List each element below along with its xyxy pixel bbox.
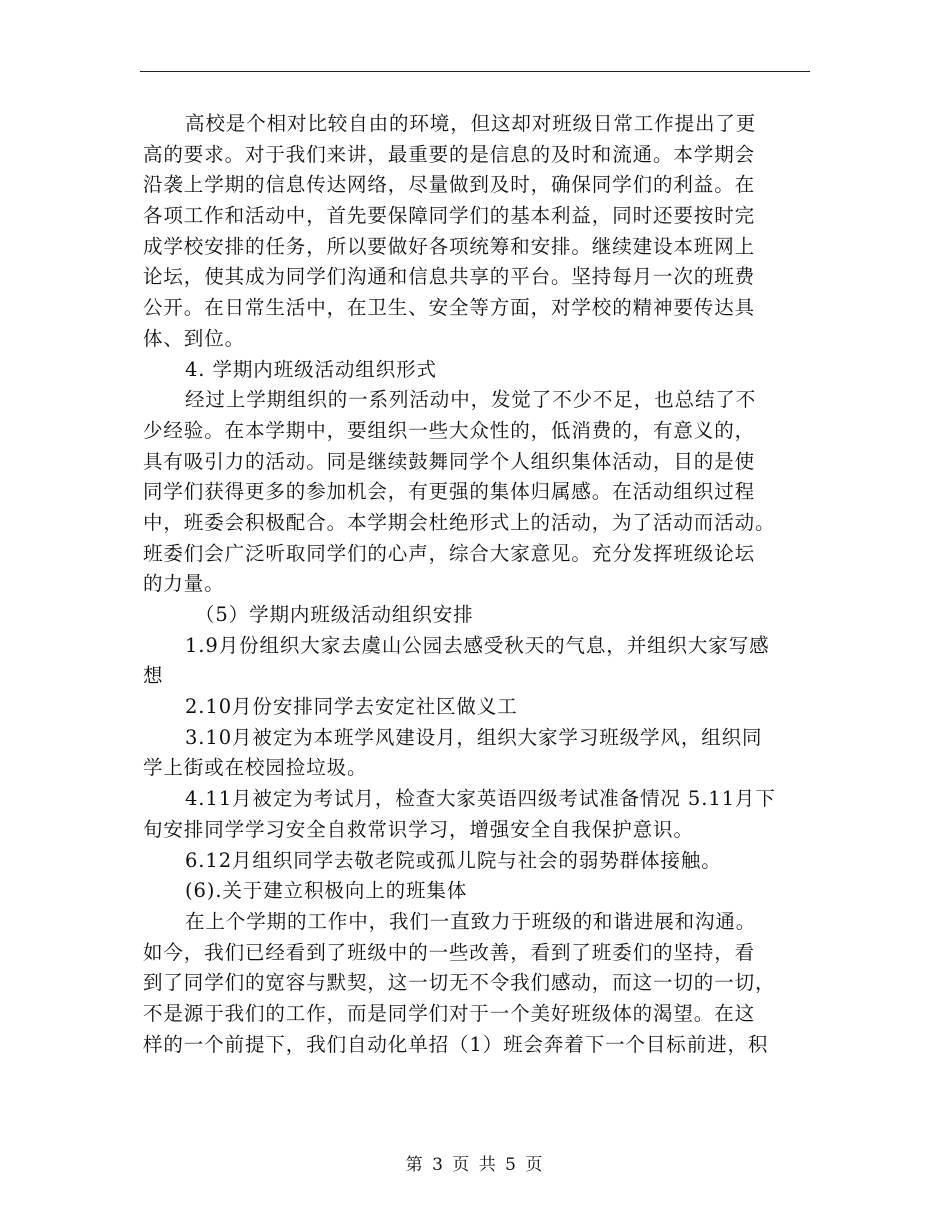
paragraph-line: 到了同学们的宽容与默契，这一切无不令我们感动，而这一切的一切， — [143, 971, 776, 995]
section-heading: 4. 学期内班级活动组织形式 — [185, 357, 437, 381]
section-heading: (6).关于建立积极向上的班集体 — [185, 879, 468, 903]
header-rule — [140, 71, 810, 72]
paragraph-line: 样的一个前提下，我们自动化单招（1）班会奔着下一个目标前进，积 — [143, 1032, 769, 1056]
paragraph-line: 论坛，使其成为同学们沟通和信息共享的平台。坚持每月一次的班费 — [143, 265, 756, 289]
list-item: 6.12月组织同学去敬老院或孤儿院与社会的弱势群体接触。 — [185, 848, 722, 872]
paragraph-line: 在上个学期的工作中，我们一直致力于班级的和谐进展和沟通。 — [185, 909, 757, 933]
paragraph-line: 班委们会广泛听取同学们的心声，综合大家意见。充分发挥班级论坛 — [143, 541, 756, 565]
paragraph-line: 如今，我们已经看到了班级中的一些改善，看到了班委们的坚持，看 — [143, 940, 756, 964]
paragraph-line: 公开。在日常生活中，在卫生、安全等方面，对学校的精神要传达具 — [143, 296, 756, 320]
paragraph-line: 各项工作和活动中，首先要保障同学们的基本利益，同时还要按时完 — [143, 204, 756, 228]
list-item-continuation: 旬安排同学学习安全自救常识学习，增强安全自我保护意识。 — [143, 817, 694, 841]
paragraph-line: 经过上学期组织的一系列活动中，发觉了不少不足，也总结了不 — [185, 388, 757, 412]
paragraph-line: 高的要求。对于我们来讲，最重要的是信息的及时和流通。本学期会 — [143, 142, 756, 166]
paragraph-line: 不是源于我们的工作，而是同学们对于一个美好班级体的渴望。在这 — [143, 1001, 756, 1025]
paragraph-line: 的力量。 — [143, 572, 225, 596]
paragraph-line: 体、到位。 — [143, 326, 246, 350]
paragraph-line: 具有吸引力的活动。同是继续鼓舞同学个人组织集体活动，目的是使 — [143, 449, 756, 473]
list-item-continuation: 学上街或在校园捡垃圾。 — [143, 756, 368, 780]
section-heading: （5）学期内班级活动组织安排 — [195, 603, 474, 626]
list-item: 4.11月被定为考试月，检查大家英语四级考试准备情况 5.11月下 — [185, 787, 776, 811]
paragraph-line: 中，班委会积极配合。本学期会杜绝形式上的活动，为了活动而活动。 — [143, 510, 776, 534]
list-item: 3.10月被定为本班学风建设月，组织大家学习班级学风，组织同 — [185, 725, 763, 749]
list-item: 1.9月份组织大家去虞山公园去感受秋天的气息，并组织大家写感 — [185, 633, 770, 657]
paragraph-line: 少经验。在本学期中，要组织一些大众性的，低消费的，有意义的， — [143, 418, 756, 442]
paragraph-line: 成学校安排的任务，所以要做好各项统筹和安排。继续建设本班网上 — [143, 234, 756, 258]
list-item: 2.10月份安排同学去安定社区做义工 — [185, 695, 518, 719]
document-body — [143, 109, 815, 1060]
paragraph-line: 同学们获得更多的参加机会，有更强的集体归属感。在活动组织过程 — [143, 480, 756, 504]
paragraph-line: 高校是个相对比较自由的环境，但这却对班级日常工作提出了更 — [185, 112, 757, 135]
page-number: 第 3 页 共 5 页 — [405, 1155, 545, 1175]
paragraph-line: 沿袭上学期的信息传达网络，尽量做到及时，确保同学们的利益。在 — [143, 173, 756, 197]
list-item-continuation: 想 — [143, 664, 164, 688]
